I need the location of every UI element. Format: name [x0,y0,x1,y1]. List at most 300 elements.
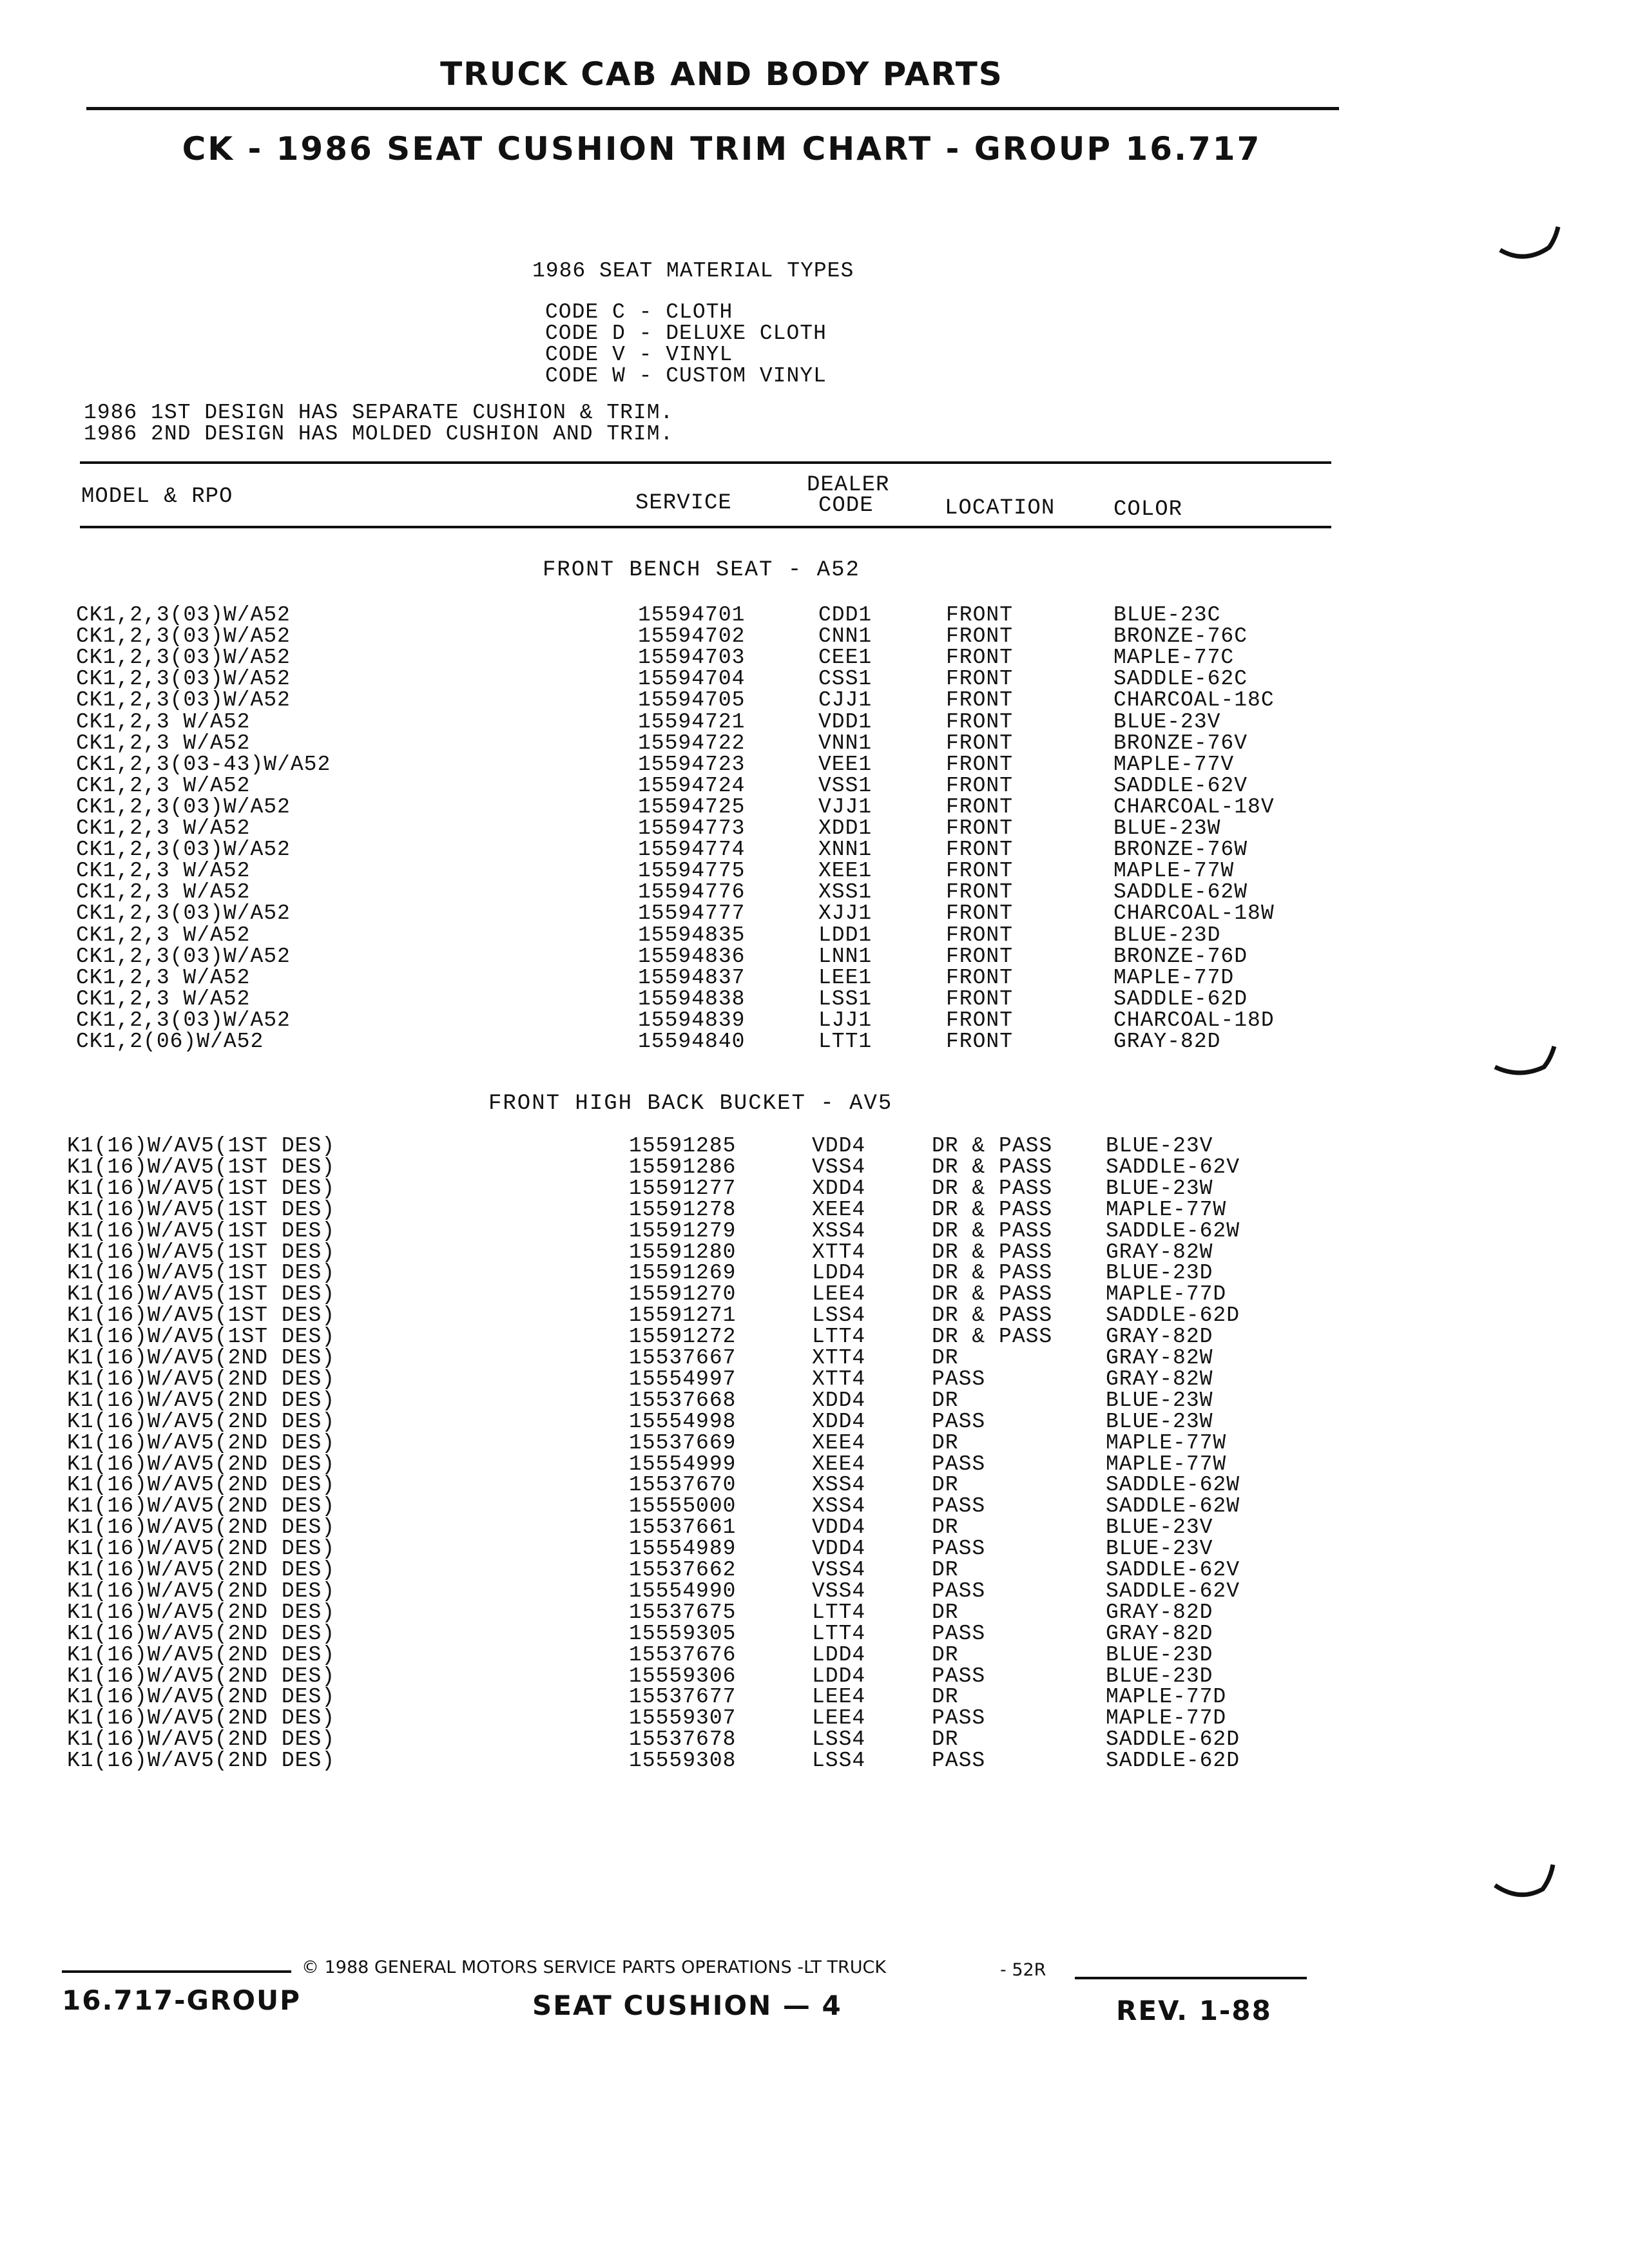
column-header-location: LOCATION [945,496,1055,521]
color-cell: CHARCOAL-18C [1113,688,1275,712]
page-header-title: TRUCK CAB AND BODY PARTS [440,55,1003,93]
color-cell: GRAY-82W [1106,1240,1213,1264]
service-number-cell: 15594702 [638,624,746,648]
service-number-cell: 15594725 [638,795,746,819]
service-number-cell: 15537678 [629,1727,737,1751]
dealer-code-cell: VSS1 [818,774,872,798]
model-rpo-cell: K1(16)W/AV5(1ST DES) [67,1282,336,1306]
table-row [0,647,1629,668]
service-number-cell: 15591280 [629,1240,737,1264]
location-cell: DR & PASS [932,1198,1053,1222]
column-header-dealer-code: CODE [818,494,874,518]
service-number-cell: 15594839 [638,1008,746,1032]
table-row [0,925,1629,946]
model-rpo-cell: CK1,2,3(03)W/A52 [76,688,291,712]
color-cell: BRONZE-76W [1113,838,1248,861]
table-row [0,1242,1629,1263]
column-header-service: SERVICE [635,491,732,515]
table-row [0,967,1629,988]
location-cell: DR & PASS [932,1282,1053,1306]
dealer-code-cell: CSS1 [818,667,872,691]
header-rule [86,107,1339,110]
service-number-cell: 15559308 [629,1749,737,1773]
service-number-cell: 15594835 [638,923,746,947]
service-number-cell: 15554989 [629,1537,737,1561]
model-rpo-cell: K1(16)W/AV5(2ND DES) [67,1622,336,1646]
table-row [0,1623,1629,1644]
location-cell: FRONT [946,731,1014,755]
model-rpo-cell: K1(16)W/AV5(2ND DES) [67,1515,336,1539]
color-cell: MAPLE-77W [1106,1198,1227,1222]
dealer-code-cell: LTT4 [812,1325,866,1349]
model-rpo-cell: CK1,2,3 W/A52 [76,816,251,840]
location-cell: DR [932,1515,959,1539]
color-cell: GRAY-82D [1106,1325,1213,1349]
service-number-cell: 15591272 [629,1325,737,1349]
dealer-code-cell: CJJ1 [818,688,872,712]
location-cell: DR [932,1643,959,1667]
model-rpo-cell: K1(16)W/AV5(1ST DES) [67,1325,336,1349]
model-rpo-cell: K1(16)W/AV5(2ND DES) [67,1389,336,1412]
table-row [0,1010,1629,1031]
footer-page-code: - 52R [1000,1960,1046,1980]
color-cell: MAPLE-77V [1113,753,1235,776]
margin-mark-icon [1494,1856,1558,1907]
dealer-code-cell: LDD1 [818,923,872,947]
color-cell: GRAY-82D [1113,1030,1221,1053]
dealer-code-cell: XSS1 [818,880,872,904]
table-row [0,1686,1629,1707]
dealer-code-cell: VDD4 [812,1515,866,1539]
model-rpo-cell: K1(16)W/AV5(2ND DES) [67,1664,336,1688]
column-header-model: MODEL & RPO [81,485,233,509]
model-rpo-cell: CK1,2,3 W/A52 [76,859,251,883]
dealer-code-cell: XNN1 [818,838,872,861]
color-cell: GRAY-82W [1106,1346,1213,1370]
service-number-cell: 15559307 [629,1706,737,1730]
service-number-cell: 15594776 [638,880,746,904]
model-rpo-cell: K1(16)W/AV5(1ST DES) [67,1261,336,1285]
column-header-color: COLOR [1113,497,1183,522]
service-number-cell: 15591279 [629,1219,737,1243]
model-rpo-cell: CK1,2,3(03)W/A52 [76,795,291,819]
model-rpo-cell: K1(16)W/AV5(2ND DES) [67,1431,336,1455]
table-row [0,1390,1629,1411]
service-number-cell: 15594836 [638,945,746,968]
dealer-code-cell: VDD1 [818,710,872,734]
service-number-cell: 15594703 [638,646,746,669]
table-row [0,1157,1629,1178]
table-row [0,1729,1629,1750]
model-rpo-cell: K1(16)W/AV5(1ST DES) [67,1134,336,1158]
color-cell: SADDLE-62V [1106,1558,1240,1582]
model-rpo-cell: K1(16)W/AV5(1ST DES) [67,1219,336,1243]
section-title-bench: FRONT BENCH SEAT - A52 [543,558,860,582]
table-row [0,1283,1629,1305]
location-cell: DR [932,1389,959,1412]
model-rpo-cell: K1(16)W/AV5(1ST DES) [67,1198,336,1222]
design-note-1st: 1986 1ST DESIGN HAS SEPARATE CUSHION & TRIM. [84,401,674,425]
model-rpo-cell: K1(16)W/AV5(2ND DES) [67,1558,336,1582]
service-number-cell: 15591285 [629,1134,737,1158]
color-cell: SADDLE-62W [1106,1219,1240,1243]
service-number-cell: 15594705 [638,688,746,712]
color-cell: BLUE-23V [1106,1134,1213,1158]
table-row [0,1666,1629,1687]
color-cell: SADDLE-62D [1106,1749,1240,1773]
table-row [0,860,1629,881]
location-cell: FRONT [946,688,1014,712]
model-rpo-cell: CK1,2,3(03)W/A52 [76,901,291,925]
dealer-code-cell: XEE4 [812,1431,866,1455]
location-cell: DR & PASS [932,1155,1053,1179]
location-cell: PASS [932,1579,986,1603]
table-row [0,1454,1629,1475]
section-title-bucket: FRONT HIGH BACK BUCKET - AV5 [488,1091,893,1116]
model-rpo-cell: CK1,2,3 W/A52 [76,966,251,990]
table-row [0,668,1629,689]
location-cell: PASS [932,1706,986,1730]
service-number-cell: 15591277 [629,1177,737,1200]
location-cell: FRONT [946,859,1014,883]
table-row [0,1305,1629,1326]
table-row [0,1750,1629,1771]
model-rpo-cell: CK1,2,3 W/A52 [76,987,251,1011]
service-number-cell: 15554999 [629,1452,737,1476]
location-cell: FRONT [946,838,1014,861]
location-cell: FRONT [946,987,1014,1011]
table-row [0,1559,1629,1581]
color-cell: MAPLE-77D [1106,1706,1227,1730]
table-header-top-rule [80,461,1331,464]
table-row [0,839,1629,860]
dealer-code-cell: VDD4 [812,1537,866,1561]
service-number-cell: 15594722 [638,731,746,755]
dealer-code-cell: LSS1 [818,987,872,1011]
location-cell: PASS [932,1622,986,1646]
location-cell: DR [932,1473,959,1497]
location-cell: FRONT [946,795,1014,819]
color-cell: MAPLE-77W [1113,859,1235,883]
dealer-code-cell: XEE1 [818,859,872,883]
color-cell: BLUE-23V [1106,1515,1213,1539]
table-row [0,1178,1629,1199]
design-note-2nd: 1986 2ND DESIGN HAS MOLDED CUSHION AND TRIM. [84,422,674,446]
location-cell: DR & PASS [932,1177,1053,1200]
table-row [0,604,1629,626]
margin-mark-icon [1494,1033,1558,1085]
model-rpo-cell: K1(16)W/AV5(2ND DES) [67,1494,336,1518]
location-cell: DR & PASS [932,1134,1053,1158]
model-rpo-cell: K1(16)W/AV5(2ND DES) [67,1452,336,1476]
table-row [0,1369,1629,1390]
dealer-code-cell: LNN1 [818,945,872,968]
dealer-code-cell: LSS4 [812,1749,866,1773]
table-row [0,754,1629,775]
location-cell: PASS [932,1537,986,1561]
service-number-cell: 15591278 [629,1198,737,1222]
color-cell: SADDLE-62D [1106,1303,1240,1327]
table-row [0,733,1629,754]
color-cell: SADDLE-62C [1113,667,1248,691]
model-rpo-cell: CK1,2,3 W/A52 [76,774,251,798]
color-cell: BLUE-23C [1113,603,1221,627]
service-number-cell: 15537670 [629,1473,737,1497]
color-cell: BLUE-23W [1106,1177,1213,1200]
footer-revision: REV. 1-88 [1116,1995,1272,2026]
table-row [0,689,1629,711]
model-rpo-cell: CK1,2,3 W/A52 [76,710,251,734]
service-number-cell: 15537667 [629,1346,737,1370]
model-rpo-cell: CK1,2,3(03)W/A52 [76,945,291,968]
service-number-cell: 15594840 [638,1030,746,1053]
service-number-cell: 15594723 [638,753,746,776]
color-cell: CHARCOAL-18V [1113,795,1275,819]
model-rpo-cell: K1(16)W/AV5(2ND DES) [67,1749,336,1773]
service-number-cell: 15591269 [629,1261,737,1285]
table-row [0,903,1629,924]
color-cell: BRONZE-76V [1113,731,1248,755]
service-number-cell: 15594775 [638,859,746,883]
color-cell: SADDLE-62W [1106,1494,1240,1518]
location-cell: FRONT [946,603,1014,627]
color-cell: MAPLE-77W [1106,1431,1227,1455]
dealer-code-cell: LDD4 [812,1261,866,1285]
color-cell: CHARCOAL-18W [1113,901,1275,925]
dealer-code-cell: XDD1 [818,816,872,840]
table-row [0,1707,1629,1729]
service-number-cell: 15594837 [638,966,746,990]
color-cell: BLUE-23V [1113,710,1221,734]
service-number-cell: 15537668 [629,1389,737,1412]
material-code-w: CODE W - CUSTOM VINYL [545,364,827,388]
service-number-cell: 15537676 [629,1643,737,1667]
service-number-cell: 15594724 [638,774,746,798]
model-rpo-cell: CK1,2,3(03)W/A52 [76,838,291,861]
model-rpo-cell: K1(16)W/AV5(2ND DES) [67,1537,336,1561]
table-row [0,1326,1629,1347]
table-row [0,1538,1629,1559]
location-cell: FRONT [946,816,1014,840]
service-number-cell: 15537661 [629,1515,737,1539]
color-cell: MAPLE-77W [1106,1452,1227,1476]
table-header-bottom-rule [80,526,1331,528]
model-rpo-cell: CK1,2,3(03)W/A52 [76,1008,291,1032]
location-cell: FRONT [946,624,1014,648]
location-cell: FRONT [946,901,1014,925]
dealer-code-cell: LJJ1 [818,1008,872,1032]
service-number-cell: 15559305 [629,1622,737,1646]
model-rpo-cell: CK1,2,3 W/A52 [76,923,251,947]
location-cell: FRONT [946,880,1014,904]
table-row [0,1347,1629,1369]
location-cell: DR [932,1558,959,1582]
location-cell: DR & PASS [932,1219,1053,1243]
service-number-cell: 15555000 [629,1494,737,1518]
color-cell: BLUE-23W [1113,816,1221,840]
material-code-v: CODE V - VINYL [545,343,733,367]
location-cell: DR [932,1600,959,1624]
dealer-code-cell: XTT4 [812,1367,866,1391]
dealer-code-cell: LSS4 [812,1727,866,1751]
service-number-cell: 15554990 [629,1579,737,1603]
dealer-code-cell: XEE4 [812,1452,866,1476]
table-row [0,1031,1629,1052]
color-cell: MAPLE-77D [1106,1282,1227,1306]
table-row [0,626,1629,647]
color-cell: SADDLE-62V [1113,774,1248,798]
location-cell: DR [932,1346,959,1370]
dealer-code-cell: VNN1 [818,731,872,755]
model-rpo-cell: K1(16)W/AV5(2ND DES) [67,1685,336,1709]
location-cell: DR [932,1727,959,1751]
service-number-cell: 15594774 [638,838,746,861]
dealer-code-cell: LEE4 [812,1282,866,1306]
service-number-cell: 15554997 [629,1367,737,1391]
model-rpo-cell: CK1,2,3(03)W/A52 [76,624,291,648]
dealer-code-cell: LSS4 [812,1303,866,1327]
service-number-cell: 15594701 [638,603,746,627]
location-cell: DR & PASS [932,1261,1053,1285]
service-number-cell: 15559306 [629,1664,737,1688]
model-rpo-cell: K1(16)W/AV5(1ST DES) [67,1240,336,1264]
table-row [0,1135,1629,1157]
color-cell: BLUE-23W [1106,1389,1213,1412]
service-number-cell: 15594773 [638,816,746,840]
dealer-code-cell: CEE1 [818,646,872,669]
service-number-cell: 15594838 [638,987,746,1011]
dealer-code-cell: VJJ1 [818,795,872,819]
column-header-dealer: DEALER [807,473,890,497]
dealer-code-cell: LEE4 [812,1706,866,1730]
location-cell: FRONT [946,774,1014,798]
model-rpo-cell: K1(16)W/AV5(2ND DES) [67,1706,336,1730]
service-number-cell: 15591286 [629,1155,737,1179]
table-row [0,1411,1629,1432]
service-number-cell: 15594704 [638,667,746,691]
location-cell: PASS [932,1410,986,1434]
service-number-cell: 15537662 [629,1558,737,1582]
model-rpo-cell: CK1,2,3(03)W/A52 [76,646,291,669]
dealer-code-cell: VSS4 [812,1558,866,1582]
color-cell: GRAY-82W [1106,1367,1213,1391]
table-row [0,711,1629,733]
location-cell: DR [932,1685,959,1709]
table-row [0,988,1629,1010]
table-row [0,1644,1629,1666]
location-cell: PASS [932,1494,986,1518]
dealer-code-cell: VDD4 [812,1134,866,1158]
dealer-code-cell: XDD4 [812,1389,866,1412]
footer-section: SEAT CUSHION — 4 [532,1990,842,2021]
color-cell: BLUE-23D [1106,1261,1213,1285]
color-cell: SADDLE-62W [1113,880,1248,904]
material-code-c: CODE C - CLOTH [545,300,733,324]
dealer-code-cell: CNN1 [818,624,872,648]
dealer-code-cell: LTT4 [812,1600,866,1624]
service-number-cell: 15537677 [629,1685,737,1709]
dealer-code-cell: LEE1 [818,966,872,990]
service-number-cell: 15594777 [638,901,746,925]
footer-copyright: © 1988 GENERAL MOTORS SERVICE PARTS OPERATIONS -LT TRUCK [302,1957,887,1977]
color-cell: BRONZE-76D [1113,945,1248,968]
chart-title: CK - 1986 SEAT CUSHION TRIM CHART - GROUP 16.717 [182,130,1262,168]
model-rpo-cell: K1(16)W/AV5(2ND DES) [67,1727,336,1751]
dealer-code-cell: XEE4 [812,1198,866,1222]
location-cell: DR [932,1431,959,1455]
color-cell: SADDLE-62D [1113,987,1248,1011]
location-cell: PASS [932,1664,986,1688]
location-cell: FRONT [946,646,1014,669]
footer-group: 16.717-GROUP [62,1984,301,2016]
dealer-code-cell: XSS4 [812,1494,866,1518]
table-row [0,1602,1629,1623]
color-cell: BLUE-23D [1106,1664,1213,1688]
table-row [0,1199,1629,1220]
color-cell: GRAY-82D [1106,1622,1213,1646]
dealer-code-cell: XTT4 [812,1346,866,1370]
location-cell: FRONT [946,923,1014,947]
model-rpo-cell: K1(16)W/AV5(2ND DES) [67,1473,336,1497]
dealer-code-cell: VSS4 [812,1579,866,1603]
dealer-code-cell: LDD4 [812,1664,866,1688]
model-rpo-cell: K1(16)W/AV5(1ST DES) [67,1177,336,1200]
footer-rule-right [1075,1977,1307,1979]
dealer-code-cell: XSS4 [812,1473,866,1497]
dealer-code-cell: LTT1 [818,1030,872,1053]
dealer-code-cell: VEE1 [818,753,872,776]
model-rpo-cell: K1(16)W/AV5(2ND DES) [67,1410,336,1434]
table-row [0,946,1629,967]
location-cell: PASS [932,1367,986,1391]
location-cell: PASS [932,1749,986,1773]
model-rpo-cell: CK1,2(06)W/A52 [76,1030,264,1053]
model-rpo-cell: K1(16)W/AV5(2ND DES) [67,1367,336,1391]
model-rpo-cell: CK1,2,3 W/A52 [76,731,251,755]
color-cell: SADDLE-62W [1106,1473,1240,1497]
dealer-code-cell: XTT4 [812,1240,866,1264]
table-row [0,1517,1629,1538]
dealer-code-cell: XDD4 [812,1177,866,1200]
service-number-cell: 15537675 [629,1600,737,1624]
table-row [0,1220,1629,1242]
model-rpo-cell: K1(16)W/AV5(2ND DES) [67,1643,336,1667]
dealer-code-cell: VSS4 [812,1155,866,1179]
location-cell: FRONT [946,753,1014,776]
material-types-title: 1986 SEAT MATERIAL TYPES [532,259,854,283]
model-rpo-cell: K1(16)W/AV5(2ND DES) [67,1346,336,1370]
color-cell: CHARCOAL-18D [1113,1008,1275,1032]
table-row [0,1474,1629,1495]
dealer-code-cell: XJJ1 [818,901,872,925]
table-row [0,796,1629,818]
table-row [0,1581,1629,1602]
color-cell: MAPLE-77D [1106,1685,1227,1709]
table-row [0,775,1629,796]
margin-mark-icon [1499,219,1563,271]
table-row [0,881,1629,903]
location-cell: FRONT [946,966,1014,990]
location-cell: FRONT [946,667,1014,691]
footer-rule-left [62,1970,291,1973]
dealer-code-cell: CDD1 [818,603,872,627]
service-number-cell: 15591271 [629,1303,737,1327]
service-number-cell: 15594721 [638,710,746,734]
location-cell: FRONT [946,1030,1014,1053]
model-rpo-cell: K1(16)W/AV5(1ST DES) [67,1303,336,1327]
color-cell: MAPLE-77D [1113,966,1235,990]
location-cell: DR & PASS [932,1325,1053,1349]
